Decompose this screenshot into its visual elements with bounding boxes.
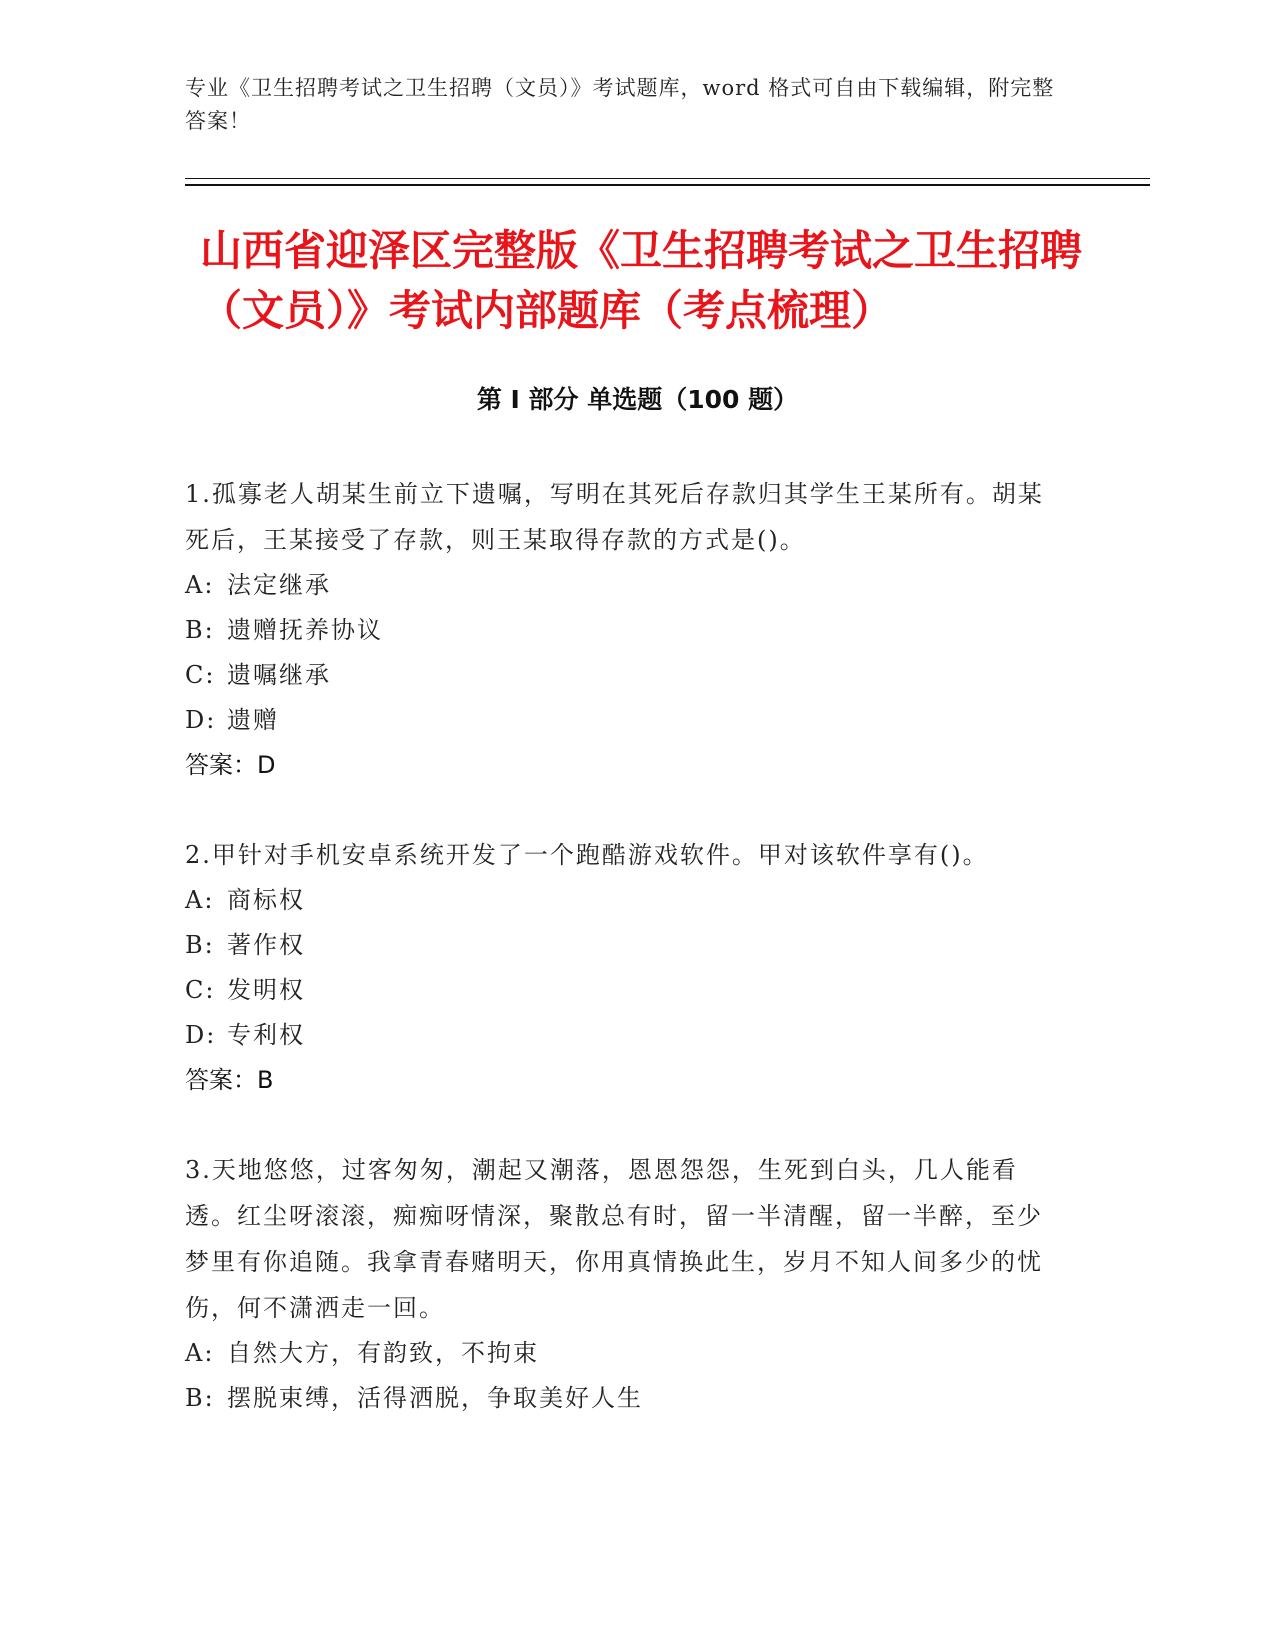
- option-c: [185, 653, 1065, 698]
- question-text: 1.孤寡老人胡某生前立下遗嘱，写明在其死后存款归其学生王某所有。胡某死后，王某接受了存款，则王某取得存款的方式是()。: [185, 480, 1044, 554]
- option-key: D:: [185, 1021, 217, 1049]
- option-text: 专利权: [227, 1021, 305, 1049]
- option-d: [185, 698, 1065, 743]
- option-key: D:: [185, 706, 217, 734]
- header-divider-thin: [185, 178, 1150, 179]
- option-text: 遗嘱继承: [227, 661, 331, 689]
- question-spacer: [185, 1103, 1065, 1147]
- option-b: [185, 1376, 1065, 1421]
- option-d: [185, 1013, 1065, 1058]
- option-key: B:: [185, 616, 215, 644]
- option-text: 著作权: [227, 931, 305, 959]
- section-title: 第 I 部分 单选题（100 题）: [476, 385, 799, 414]
- option-text: 自然大方，有韵致，不拘束: [227, 1339, 539, 1367]
- header-divider-thick: [185, 184, 1150, 186]
- question-text: 2.甲针对手机安卓系统开发了一个跑酷游戏软件。甲对该软件享有()。: [185, 841, 989, 869]
- question-text: 3.天地悠悠，过客匆匆，潮起又潮落，恩恩怨怨，生死到白头，几人能看透。红尘呀滚滚，痴痴呀情深，聚散总有时，留一半清醒，留一半醉，至少梦里有你追随。我拿青春赌明天，你用真情换此生，岁月不知人间多少的忧伤，何不潇洒走一回。: [185, 1156, 1043, 1322]
- option-b: [185, 608, 1065, 653]
- answer: 答案：B: [185, 1066, 274, 1094]
- answer: 答案：D: [185, 751, 276, 779]
- question-spacer: [185, 788, 1065, 832]
- option-key: A:: [185, 886, 215, 914]
- option-text: 法定继承: [227, 571, 331, 599]
- header-note: 专业《卫生招聘考试之卫生招聘（文员）》考试题库，word 格式可自由下载编辑，附完整答案！: [185, 76, 1055, 133]
- option-text: 遗赠: [227, 706, 279, 734]
- option-a: [185, 563, 1065, 608]
- option-list: [185, 1331, 1065, 1421]
- question-list: [185, 471, 1065, 1421]
- option-key: A:: [185, 571, 215, 599]
- option-a: [185, 1331, 1065, 1376]
- option-b: [185, 923, 1065, 968]
- document-title: 山西省迎泽区完整版《卫生招聘考试之卫生招聘（文员）》考试内部题库（考点梳理）: [200, 226, 1083, 335]
- option-key: C:: [185, 661, 216, 689]
- option-list: [185, 563, 1065, 743]
- option-text: 发明权: [227, 976, 305, 1004]
- question-2: [185, 832, 1065, 1103]
- option-text: 摆脱束缚，活得洒脱，争取美好人生: [227, 1384, 643, 1412]
- option-text: 商标权: [227, 886, 305, 914]
- option-text: 遗赠抚养协议: [227, 616, 383, 644]
- option-a: [185, 878, 1065, 923]
- option-key: B:: [185, 1384, 215, 1412]
- option-key: C:: [185, 976, 216, 1004]
- option-list: [185, 878, 1065, 1058]
- question-1: [185, 471, 1065, 788]
- option-c: [185, 968, 1065, 1013]
- option-key: B:: [185, 931, 215, 959]
- question-3: [185, 1147, 1065, 1421]
- option-key: A:: [185, 1339, 215, 1367]
